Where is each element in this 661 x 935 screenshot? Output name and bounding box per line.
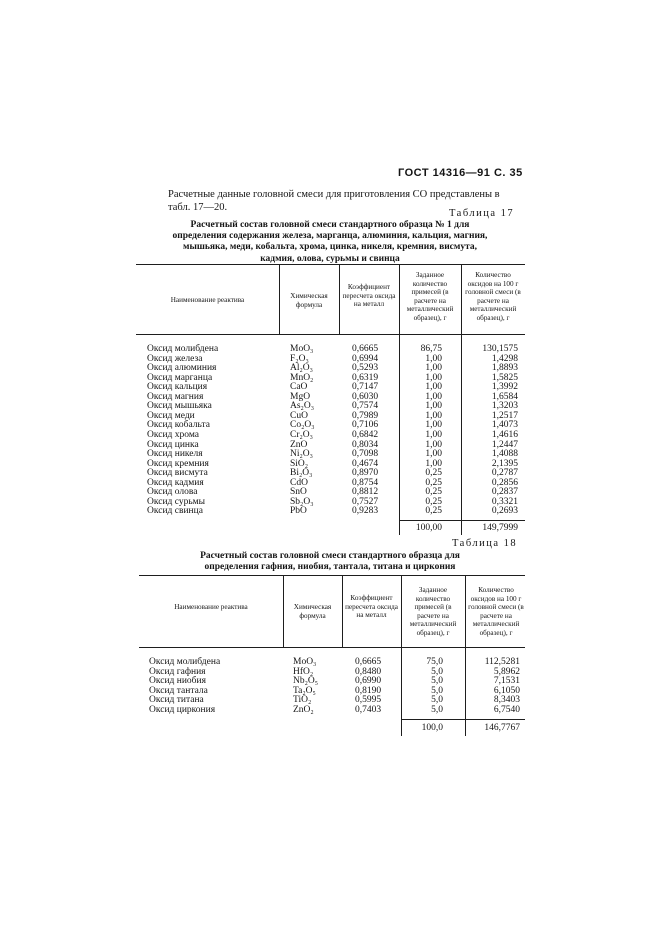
row-formula: CaO [290,382,308,393]
row-oxide: 6,1050 [493,685,520,696]
table18-col-divider [342,575,343,647]
row-coef: 0,6842 [352,429,379,440]
caption-line: определения гафния, ниобия, тантала, титана и циркония [204,562,456,573]
table17-label: Таблица 17 [449,208,515,219]
row-qty: 5,0 [431,705,443,715]
table18-caption [150,551,510,573]
row-name: Оксид алюминия [147,363,217,374]
row-name: Оксид висмута [147,468,208,479]
row-oxide: 130,1575 [482,344,518,354]
row-qty: 1,00 [425,372,442,383]
table18-header-name: Наименование реактива [174,603,248,611]
row-formula: Co₂O₃ [290,420,315,431]
row-name: Оксид меди [147,410,195,421]
row-formula: CdO [290,477,308,488]
row-qty: 1,00 [425,429,442,440]
row-name: Оксид ниобия [149,676,206,687]
row-coef: 0,6665 [352,344,379,354]
row-name: Оксид молибдена [149,657,221,667]
row-coef: 0,7989 [352,410,379,421]
table18-col-divider [401,575,402,736]
table17-col-divider [399,264,400,535]
row-name: Оксид свинца [147,506,203,517]
row-formula: TiO₂ [293,695,312,706]
row-name: Оксид марганца [147,372,213,383]
row-qty: 75,0 [426,657,443,667]
row-name: Оксид сурьмы [147,496,206,507]
row-name: Оксид циркония [149,705,216,715]
row-qty: 1,00 [425,420,442,431]
row-oxide: 1,5825 [491,372,518,383]
table17-header-oxide: Количество оксидов на 100 г головной смеси (в расчете на металлический образец), г [465,271,521,322]
row-oxide: 1,4298 [491,353,518,364]
row-name: Оксид кальция [147,382,208,393]
table18-header-oxide: Количество оксидов на 100 г головной смеси (в расчете на металлический образец), г [468,586,524,637]
row-coef: 0,7147 [352,382,379,393]
row-qty: 1,00 [425,401,442,412]
row-qty: 0,25 [425,506,442,517]
row-coef: 0,8480 [355,666,382,677]
row-formula: Nb₂O₅ [293,676,319,687]
row-name: Оксид магния [147,391,204,402]
row-oxide: 1,3203 [491,401,518,412]
row-coef: 0,6994 [352,353,379,364]
row-formula: MoO₃ [293,657,317,667]
table18-header-rule [139,647,525,648]
table18-col-divider [283,575,284,647]
table18-col-divider [465,575,466,736]
row-coef: 0,7106 [352,420,379,431]
row-coef: 0,4674 [352,458,379,469]
row-oxide: 5,8962 [493,666,520,677]
row-oxide: 8,3403 [493,695,520,706]
row-qty: 1,00 [425,353,442,364]
row-formula: Sb₂O₃ [290,496,314,507]
row-formula: Bi₂O₃ [290,468,313,479]
row-name: Оксид кобальта [147,420,210,431]
row-oxide: 0,2856 [491,477,518,488]
row-coef: 0,8190 [355,685,382,696]
row-qty: 5,0 [431,695,443,706]
row-oxide: 1,8893 [491,363,518,374]
row-oxide: 1,6584 [491,391,518,402]
row-name: Оксид цинка [147,439,199,450]
row-coef: 0,7574 [352,401,379,412]
row-name: Оксид никеля [147,449,203,460]
row-oxide: 0,2693 [491,506,518,517]
row-formula: As₂O₃ [290,401,315,412]
row-formula: ZnO₂ [293,705,314,715]
row-name: Оксид хрома [147,429,199,440]
table18-total-rule [401,719,525,720]
row-coef: 0,8034 [352,439,379,450]
row-oxide: 0,3321 [491,496,518,507]
row-formula: Cr₂O₃ [290,429,313,440]
row-coef: 0,6319 [352,372,379,383]
caption-line: Расчетный состав головной смеси стандартного образца № 1 для [190,220,470,230]
row-name: Оксид гафния [149,666,206,677]
row-formula: CuO [290,410,308,421]
table18-label: Таблица 18 [452,538,518,549]
row-coef: 0,5995 [355,695,382,706]
row-name: Оксид мышьяка [147,401,212,412]
row-oxide: 1,2447 [491,439,518,450]
row-qty: 0,25 [425,487,442,498]
row-coef: 0,6990 [355,676,382,687]
table17-col-divider [279,264,280,334]
table17-top-rule [136,264,525,265]
row-qty: 1,00 [425,439,442,450]
row-qty: 1,00 [425,382,442,393]
row-coef: 0,6030 [352,391,379,402]
table17-header-qty: Заданное количество примесей (в расчете на металлический образец), г [406,271,454,322]
row-qty: 5,0 [431,666,443,677]
row-oxide: 1,2517 [491,410,518,421]
row-coef: 0,6665 [355,657,382,667]
row-formula: Al₂O₃ [290,363,313,374]
table17-caption [150,220,510,265]
table17-header-rule [136,334,525,335]
row-name: Оксид кадмия [147,477,204,488]
row-oxide: 6,7540 [493,705,520,715]
row-name: Оксид молибдена [147,344,219,354]
caption-line: мышьяка, меди, кобальта, хрома, цинка, никеля, кремния, висмута, [182,242,478,253]
row-coef: 0,8812 [352,487,379,498]
row-qty: 86,75 [420,344,442,354]
row-oxide: 1,4616 [491,429,518,440]
row-name: Оксид кремния [147,458,209,469]
caption-line: кадмия, олова, сурьмы и свинца [260,253,400,264]
row-coef: 0,5293 [352,363,379,374]
row-qty: 1,00 [425,363,442,374]
row-formula: SiO₂ [290,458,309,469]
row-qty: 1,00 [425,410,442,421]
row-formula: ZnO [290,439,308,450]
row-coef: 0,7527 [352,496,379,507]
row-formula: MoO₃ [290,344,314,354]
row-oxide: 1,3992 [491,382,518,393]
table18-total-oxide: 146,7767 [484,723,520,733]
table18-header-coef: Коэффициент пересчета оксида на металл [345,594,398,620]
row-qty: 1,00 [425,391,442,402]
row-formula: MgO [290,391,311,402]
intro-paragraph: Расчетные данные головной смеси для приготовления СО представлены в табл. 17—20. [168,189,500,213]
table17-header-formula: Химическая формула [290,292,328,309]
row-formula: HfO₂ [293,666,314,677]
row-oxide: 0,2787 [491,468,518,479]
row-qty: 0,25 [425,468,442,479]
page-header: ГОСТ 14316—91 С. 35 [398,167,523,179]
table17-col-divider [339,264,340,334]
row-formula: F₂O₃ [290,353,309,364]
table18-header-qty: Заданное количество примесей (в расчете на металлический образец), г [409,586,457,637]
row-oxide: 1,4088 [491,449,518,460]
row-coef: 0,7098 [352,449,379,460]
table17-total-rule [399,520,525,521]
row-coef: 0,9283 [352,506,379,517]
row-coef: 0,7403 [355,705,382,715]
row-oxide: 1,4073 [491,420,518,431]
table17-total-oxide: 149,7999 [482,523,518,533]
row-oxide: 7,1531 [493,676,520,687]
row-oxide: 2,1395 [491,458,518,469]
table17-header-coef: Коэффициент пересчета оксида на металл [342,283,396,309]
row-oxide: 112,5281 [484,657,520,667]
row-formula: PbO [290,506,307,517]
table18-total-qty: 100,0 [421,723,443,733]
row-coef: 0,8754 [352,477,379,488]
row-coef: 0,8970 [352,468,379,479]
row-qty: 1,00 [425,449,442,460]
caption-line: Расчетный состав головной смеси стандартного образца для [200,551,460,561]
row-qty: 0,25 [425,496,442,507]
row-qty: 5,0 [431,676,443,687]
table17-col-divider [461,264,462,535]
row-formula: SnO [290,487,307,498]
table18-header-formula: Химическая формула [293,603,332,620]
row-qty: 5,0 [431,685,443,696]
row-name: Оксид титана [149,695,204,706]
table17-header-name: Наименование реактива [170,296,245,304]
row-oxide: 0,2837 [491,487,518,498]
row-name: Оксид железа [147,353,203,364]
row-qty: 0,25 [425,477,442,488]
caption-line: определения содержания железа, марганца, алюминия, кальция, магния, [172,231,488,242]
table18-top-rule [139,575,525,576]
row-formula: MnO₂ [290,372,314,383]
row-formula: Ta₂O₅ [293,685,316,696]
row-qty: 1,00 [425,458,442,469]
row-name: Оксид олова [147,487,198,498]
row-formula: Ni₂O₃ [290,449,313,460]
row-name: Оксид тантала [149,685,208,696]
table17-total-qty: 100,00 [415,523,442,533]
